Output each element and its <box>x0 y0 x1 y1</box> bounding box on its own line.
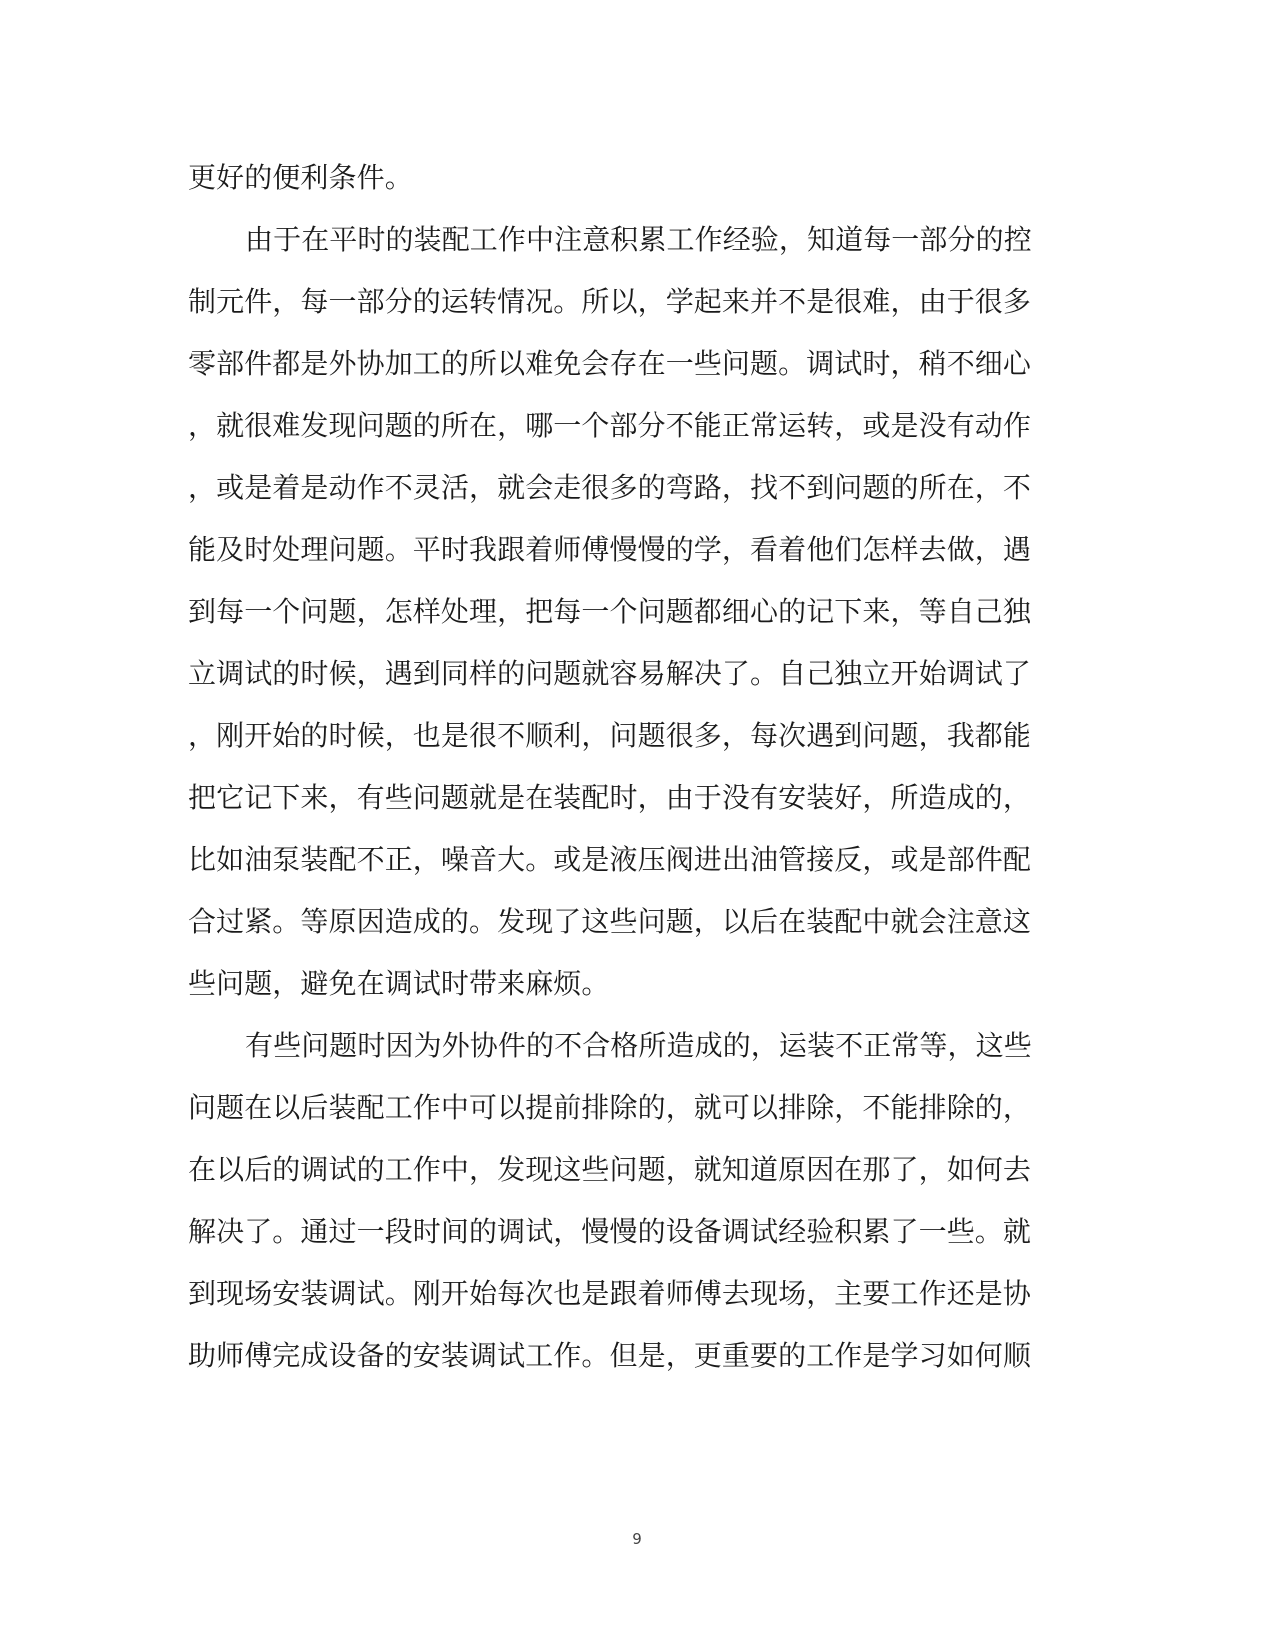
text-line: 零部件都是外协加工的所以难免会存在一些问题。调试时，稍不细心 <box>188 347 1032 380</box>
text-line: 解决了。通过一段时间的调试，慢慢的设备调试经验积累了一些。就 <box>188 1215 1032 1248</box>
text-line: 比如油泵装配不正，噪音大。或是液压阀进出油管接反，或是部件配 <box>188 843 1032 876</box>
paragraph-first-line: 有些问题时因为外协件的不合格所造成的，运装不正常等，这些 <box>245 1029 1032 1062</box>
text-line: 把它记下来，有些问题就是在装配时，由于没有安装好，所造成的， <box>188 781 1032 814</box>
text-line: 更好的便利条件。 <box>188 161 413 194</box>
text-line: 到现场安装调试。刚开始每次也是跟着师傅去现场，主要工作还是协 <box>188 1277 1032 1310</box>
text-line: 到每一个问题，怎样处理，把每一个问题都细心的记下来，等自己独 <box>188 595 1032 628</box>
text-line: 在以后的调试的工作中，发现这些问题，就知道原因在那了，如何去 <box>188 1153 1032 1186</box>
text-line: 合过紧。等原因造成的。发现了这些问题，以后在装配中就会注意这 <box>188 905 1032 938</box>
text-line: ，或是着是动作不灵活，就会走很多的弯路，找不到问题的所在，不 <box>188 471 1032 504</box>
page-number: 9 <box>632 1530 642 1548</box>
text-line: 助师傅完成设备的安装调试工作。但是，更重要的工作是学习如何顺 <box>188 1339 1032 1372</box>
text-line: 些问题，避免在调试时带来麻烦。 <box>188 967 610 1000</box>
paragraph-first-line: 由于在平时的装配工作中注意积累工作经验，知道每一部分的控 <box>245 223 1032 256</box>
text-line: ，就很难发现问题的所在，哪一个部分不能正常运转，或是没有动作 <box>188 409 1032 442</box>
text-line: ，刚开始的时候，也是很不顺利，问题很多，每次遇到问题，我都能 <box>188 719 1032 752</box>
text-line: 问题在以后装配工作中可以提前排除的，就可以排除，不能排除的， <box>188 1091 1032 1124</box>
text-line: 立调试的时候，遇到同样的问题就容易解决了。自己独立开始调试了 <box>188 657 1032 690</box>
text-line: 制元件，每一部分的运转情况。所以，学起来并不是很难，由于很多 <box>188 285 1032 318</box>
text-line: 能及时处理问题。平时我跟着师傅慢慢的学，看着他们怎样去做，遇 <box>188 533 1032 566</box>
